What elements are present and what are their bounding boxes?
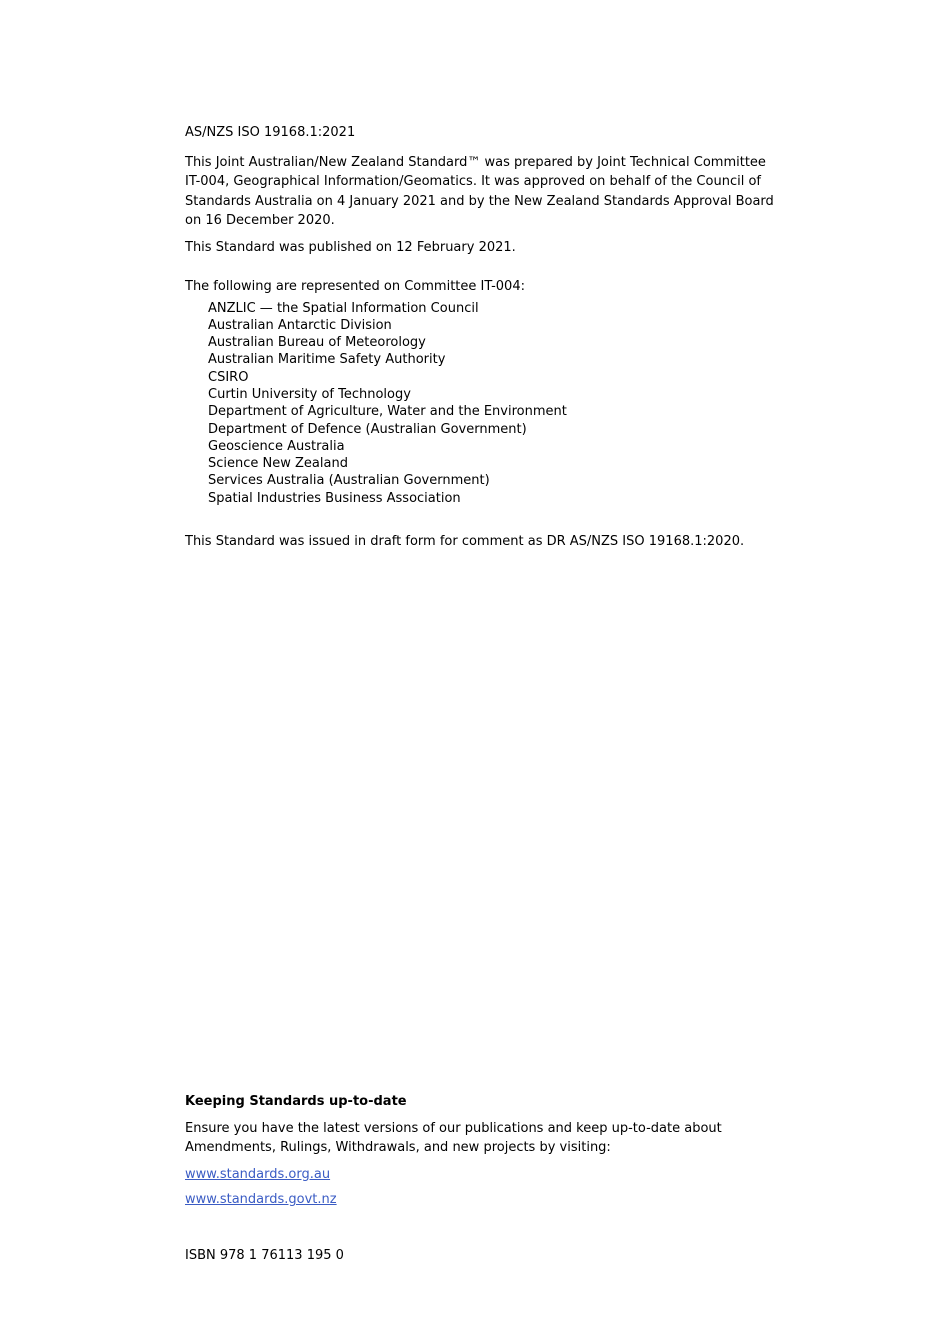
published-line: This Standard was published on 12 February 2021. [185, 239, 516, 255]
keeping-standards-body: Ensure you have the latest versions of our publications and keep up-to-date about Amendments, Rulings, Withdrawals, and new projects by visiting: [185, 1120, 722, 1155]
committee-member: Australian Antarctic Division [208, 317, 392, 333]
standards-govt-nz-link[interactable]: www.standards.govt.nz [185, 1192, 337, 1207]
committee-member: Australian Bureau of Meteorology [208, 335, 426, 351]
committee-member: ANZLIC — the Spatial Information Council [208, 300, 479, 316]
committee-member: Spatial Industries Business Association [208, 490, 461, 506]
committee-intro: The following are represented on Committee IT-004: [185, 279, 525, 294]
draft-comment-line: This Standard was issued in draft form for comment as DR AS/NZS ISO 19168.1:2020. [185, 534, 745, 550]
committee-member: Science New Zealand [208, 456, 348, 472]
document-number: AS/NZS ISO 19168.1:2021 [185, 125, 356, 140]
committee-member: Geoscience Australia [208, 438, 345, 454]
standards-govt-nz-line [185, 1190, 785, 1210]
committee-member-list [208, 300, 785, 508]
standards-org-au-line [185, 1165, 785, 1185]
committee-member: Department of Agriculture, Water and the Environment [208, 404, 567, 420]
committee-member: Department of Defence (Australian Government) [208, 421, 527, 437]
committee-member: Services Australia (Australian Government) [208, 473, 490, 489]
committee-member: Australian Maritime Safety Authority [208, 352, 446, 368]
standards-org-au-link[interactable]: www.standards.org.au [185, 1166, 331, 1182]
isbn-line: ISBN 978 1 76113 195 0 [185, 1247, 344, 1263]
footer-section [185, 1092, 785, 1265]
preparation-paragraph: This Joint Australian/New Zealand Standard™ was prepared by Joint Technical Committee IT-004, Geographical Information/Geomatics. It was approved on behalf of the Council of Standards Australia on 4 January 2021 and by the New Zealand Standards Approval Board on 16 December 2020. [185, 154, 774, 228]
committee-member: CSIRO [208, 369, 249, 385]
main-content [185, 123, 785, 552]
keeping-standards-heading: Keeping Standards up-to-date [185, 1094, 407, 1109]
committee-member: Curtin University of Technology [208, 386, 411, 402]
